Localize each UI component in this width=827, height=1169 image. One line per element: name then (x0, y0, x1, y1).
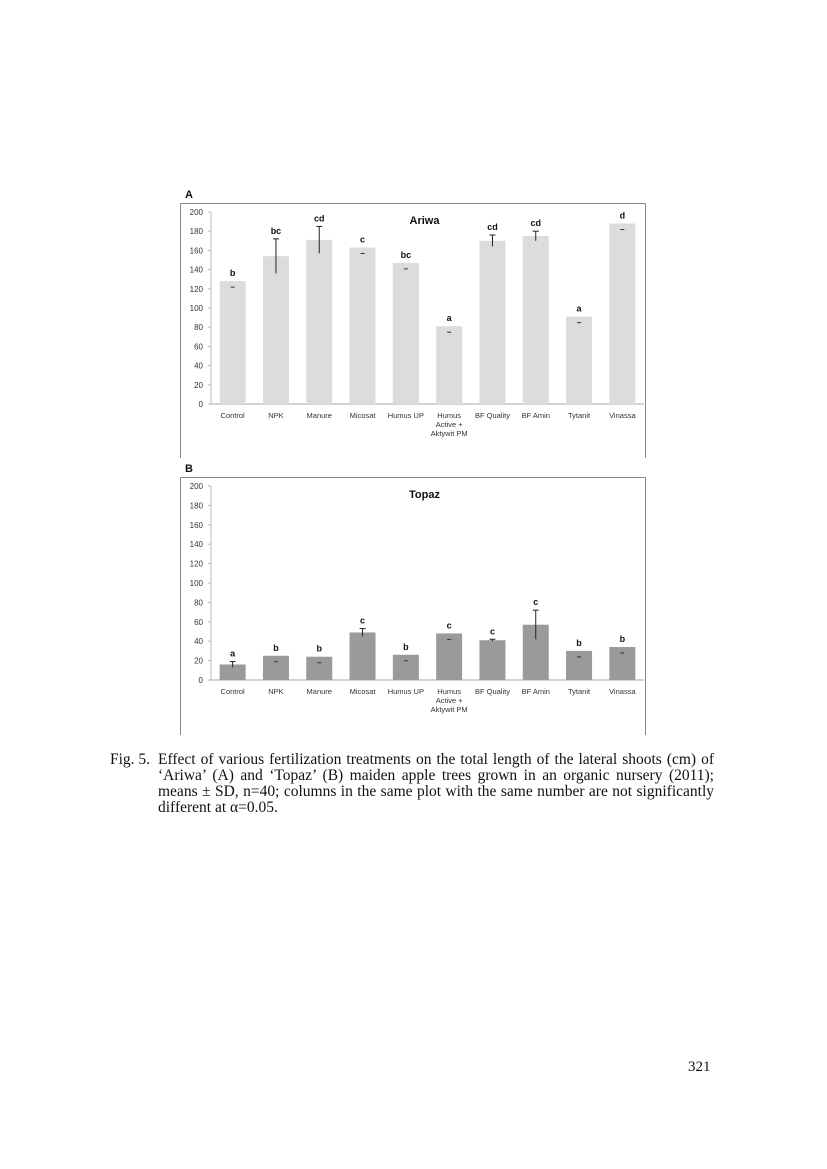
y-tick-label: 40 (194, 361, 203, 371)
x-tick-label: Active + (435, 420, 463, 429)
significance-letter: c (360, 234, 366, 245)
x-tick-label: Vinassa (609, 687, 636, 696)
y-tick-label: 20 (194, 656, 203, 666)
bar (523, 236, 549, 404)
y-tick-label: 180 (189, 227, 203, 237)
significance-letter: a (576, 303, 582, 314)
y-tick-label: 80 (194, 323, 203, 333)
bar (609, 224, 635, 404)
y-tick-label: 140 (189, 265, 203, 275)
bar (479, 640, 505, 680)
figure-caption (110, 752, 714, 816)
chart-title: Ariwa (409, 215, 440, 227)
bar (306, 240, 332, 404)
bar (566, 651, 592, 680)
ariwa-bar-chart (180, 203, 646, 458)
x-tick-label: BF Quality (474, 687, 510, 696)
y-tick-label: 200 (189, 482, 203, 491)
x-tick-label: Micosat (349, 411, 376, 420)
x-tick-label: BF Amin (521, 411, 550, 420)
bar (436, 326, 462, 404)
significance-letter: c (446, 620, 452, 631)
y-tick-label: 140 (189, 540, 203, 550)
x-tick-label: Humus UP (387, 687, 424, 696)
x-tick-label: Control (220, 411, 245, 420)
y-tick-label: 100 (189, 304, 203, 313)
y-tick-label: 80 (194, 598, 203, 608)
bar (393, 655, 419, 680)
bar (263, 656, 289, 680)
significance-letter: c (489, 626, 495, 637)
significance-letter: b (403, 641, 409, 652)
panel-label-a: A (185, 189, 193, 201)
bar (350, 632, 376, 680)
y-tick-label: 0 (198, 400, 203, 409)
y-tick-label: 160 (189, 246, 203, 256)
bar (609, 647, 635, 680)
y-tick-label: 180 (189, 501, 203, 511)
topaz-bar-chart (180, 477, 646, 735)
significance-letter: cd (313, 213, 325, 224)
y-tick-label: 160 (189, 520, 203, 530)
x-tick-label: Humus (437, 687, 462, 696)
significance-letter: cd (487, 222, 498, 233)
x-tick-label: Manure (306, 687, 332, 696)
x-tick-label: Active + (435, 696, 463, 705)
caption-text: Effect of various fertilization treatments on the total length of the lateral shoots (cm) of ‘Ariwa’ (A) and ‘Topaz’ (B) maiden apple trees grown in an organic nursery (2011); means ± SD, n=40; columns in the same plot with the same number are not significantly different at α=0.05. (158, 751, 714, 816)
significance-letter: b (316, 643, 322, 654)
x-tick-label: Humus (437, 411, 462, 420)
x-tick-label: BF Quality (474, 411, 510, 420)
x-tick-label: Micosat (349, 687, 376, 696)
caption-label: Fig. 5. (110, 751, 151, 768)
bar (263, 256, 289, 404)
significance-letter: b (619, 634, 626, 645)
significance-letter: b (273, 642, 279, 653)
x-tick-label: Tytanit (568, 687, 591, 696)
page-number: 321 (688, 1059, 711, 1075)
y-tick-label: 60 (194, 342, 203, 352)
x-tick-label: NPK (268, 411, 284, 420)
y-tick-label: 40 (194, 637, 203, 647)
bar (566, 317, 592, 404)
x-tick-label: Vinassa (609, 411, 636, 420)
significance-letter: bc (400, 249, 412, 260)
bar (479, 241, 505, 404)
y-tick-label: 60 (194, 617, 203, 627)
x-tick-label: Aktywit PM (430, 429, 468, 438)
significance-letter: c (533, 597, 539, 608)
bar (436, 633, 462, 680)
bar (306, 657, 332, 680)
bar (393, 263, 419, 404)
significance-letter: bc (270, 225, 282, 236)
significance-letter: d (619, 210, 626, 221)
chart-title: Topaz (409, 489, 440, 501)
y-tick-label: 120 (189, 559, 203, 569)
x-tick-label: Control (220, 687, 245, 696)
y-tick-label: 120 (189, 284, 203, 294)
x-tick-label: Tytanit (568, 411, 591, 420)
panel-label-b: B (185, 463, 193, 475)
significance-letter: b (229, 268, 236, 279)
significance-letter: a (230, 648, 236, 659)
bar (350, 248, 376, 404)
significance-letter: a (446, 313, 452, 324)
x-tick-label: BF Amin (521, 687, 550, 696)
significance-letter: c (360, 615, 366, 626)
x-tick-label: Manure (306, 411, 332, 420)
bar (220, 281, 246, 404)
significance-letter: cd (530, 218, 542, 229)
y-tick-label: 20 (194, 380, 203, 390)
y-tick-label: 0 (198, 676, 203, 685)
significance-letter: b (576, 637, 582, 648)
y-tick-label: 200 (189, 208, 203, 217)
x-tick-label: Aktywit PM (430, 705, 468, 714)
x-tick-label: NPK (268, 687, 284, 696)
x-tick-label: Humus UP (387, 411, 424, 420)
y-tick-label: 100 (189, 579, 203, 588)
